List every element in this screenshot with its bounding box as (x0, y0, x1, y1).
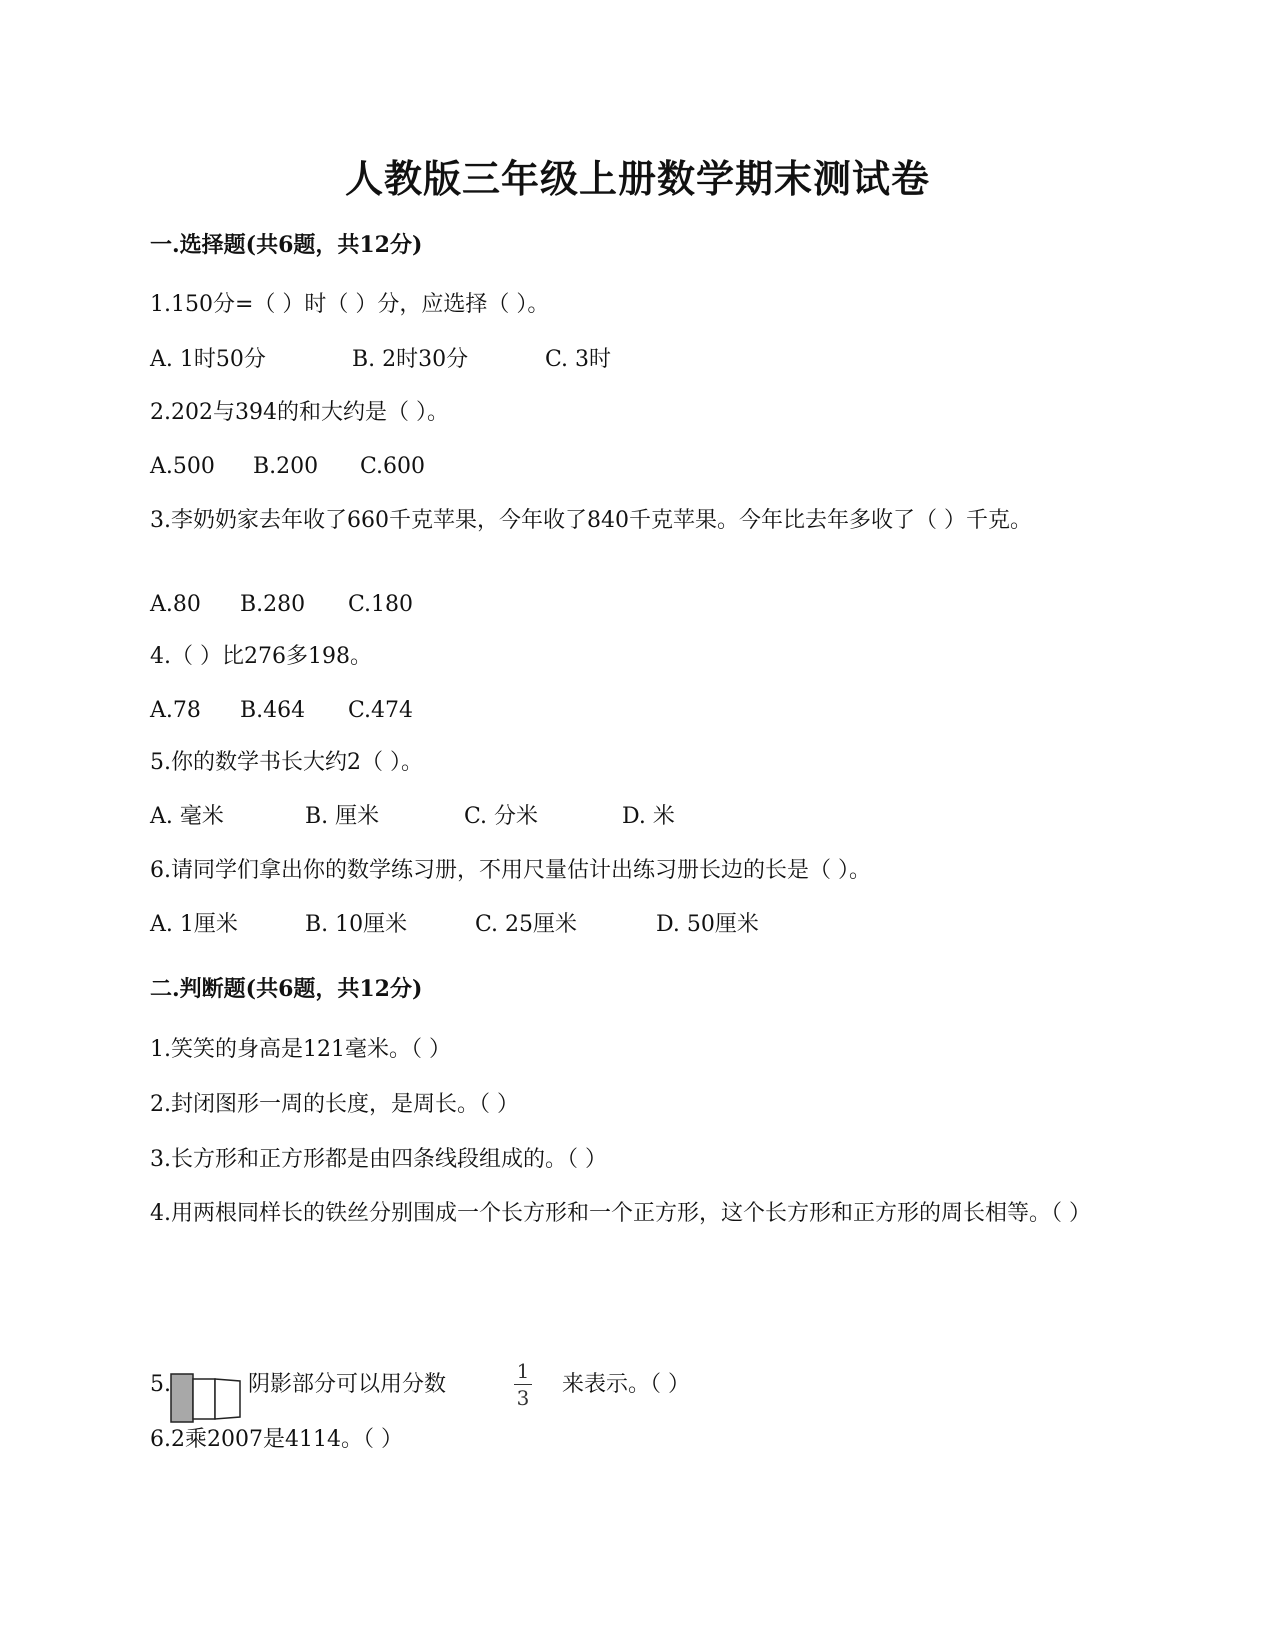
option-1-5-c: C. 分米 (464, 804, 539, 829)
option-1-5-d: D. 米 (622, 804, 675, 829)
option-1-3-c: C.180 (348, 592, 414, 617)
question-1-6: 6.请同学们拿出你的数学练习册，不用尺量估计出练习册长边的长是（ ）。 (150, 858, 871, 883)
fraction-numerator: 1 (516, 1359, 530, 1383)
option-1-6-b: B. 10厘米 (305, 912, 408, 937)
question-1-5: 5.你的数学书长大约2（ ）。 (150, 750, 423, 775)
question-2-1: 1.笑笑的身高是121毫米。（ ） (150, 1037, 451, 1062)
fraction-denominator: 3 (516, 1386, 530, 1410)
option-1-4-b: B.464 (240, 698, 306, 723)
option-1-4-c: C.474 (348, 698, 414, 723)
fraction-one-third (512, 1360, 534, 1409)
option-1-6-c: C. 25厘米 (475, 912, 578, 937)
section-heading-judgment: 二.判断题(共6题，共12分) (150, 976, 423, 1002)
option-1-1-a: A. 1时50分 (150, 347, 266, 372)
option-1-3-a: A.80 (150, 592, 201, 617)
question-1-2: 2.202与394的和大约是（ ）。 (150, 400, 449, 425)
question-2-3: 3.长方形和正方形都是由四条线段组成的。（ ） (150, 1147, 607, 1172)
shaded-rectangle-diagram (170, 1373, 246, 1423)
question-2-6: 6.2乘2007是4114。（ ） (150, 1427, 403, 1452)
section-heading-choice: 一.选择题(共6题，共12分) (150, 232, 423, 258)
option-1-2-a: A.500 (150, 454, 215, 479)
option-1-6-d: D. 50厘米 (656, 912, 759, 937)
question-1-4: 4.（ ）比276多198。 (150, 644, 372, 669)
question-1-1: 1.150分=（ ）时（ ）分，应选择（ ）。 (150, 292, 550, 317)
option-1-5-a: A. 毫米 (150, 804, 224, 829)
option-1-6-a: A. 1厘米 (150, 912, 238, 937)
option-1-5-b: B. 厘米 (305, 804, 380, 829)
option-1-2-b: B.200 (253, 454, 319, 479)
question-2-4: 4.用两根同样长的铁丝分别围成一个长方形和一个正方形，这个长方形和正方形的周长相等。（ ） (150, 1201, 1091, 1226)
question-2-5-number: 5. (150, 1372, 171, 1397)
option-1-3-b: B.280 (240, 592, 306, 617)
question-2-2: 2.封闭图形一周的长度，是周长。（ ） (150, 1092, 519, 1117)
page-title: 人教版三年级上册数学期末测试卷 (344, 156, 930, 201)
question-2-5-suffix: 来表示。（ ） (562, 1372, 690, 1397)
question-1-3: 3.李奶奶家去年收了660千克苹果，今年收了840千克苹果。今年比去年多收了（ ）千克。 (150, 508, 1032, 533)
option-1-1-c: C. 3时 (545, 347, 612, 372)
option-1-1-b: B. 2时30分 (352, 347, 469, 372)
option-1-2-c: C.600 (360, 454, 426, 479)
option-1-4-a: A.78 (150, 698, 201, 723)
fraction-bar (514, 1384, 532, 1385)
question-2-5-text: 阴影部分可以用分数 (248, 1372, 447, 1397)
